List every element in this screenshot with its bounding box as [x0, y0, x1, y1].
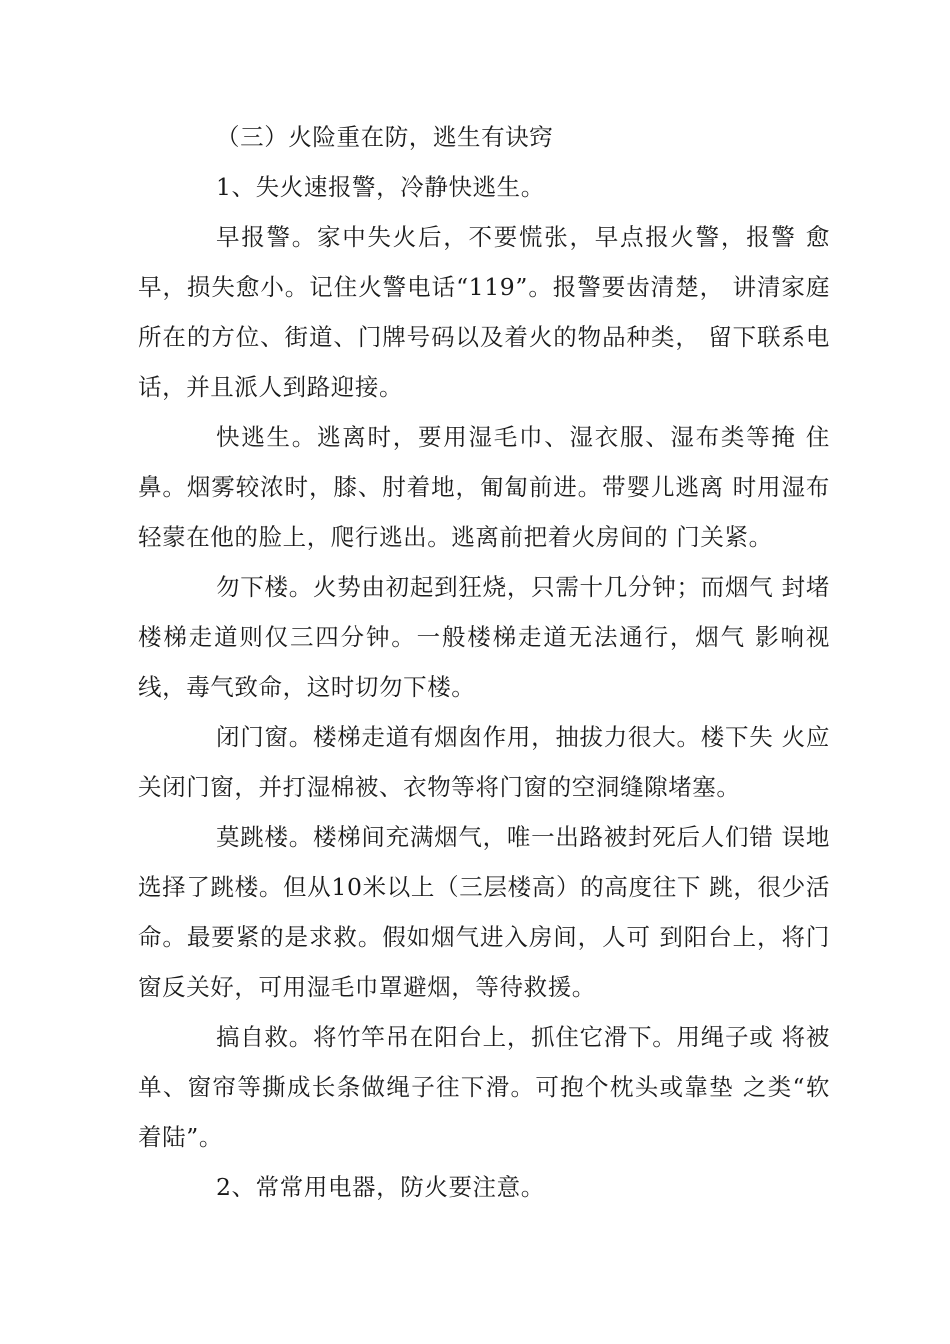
paragraph-quick-escape: 快逃生。逃离时，要用湿毛巾、湿衣服、湿布类等掩 住鼻。烟雾较浓时，膝、肘着地，匍匐前进。带婴儿逃离 时用湿布轻蒙在他的脸上，爬行逃出。逃离前把着火房间的 门关紧。	[138, 423, 830, 551]
paragraph-dont-go-down: 勿下楼。火势由初起到狂烧，只需十几分钟；而烟气 封堵楼梯走道则仅三四分钟。一般楼梯走道无法通行，烟气 影响视线，毒气致命，这时切勿下楼。	[138, 573, 830, 701]
section-heading: （三）火险重在防，逃生有诀窍	[216, 123, 554, 151]
paragraph-early-alarm: 早报警。家中失火后，不要慌张，早点报火警，报警 愈早，损失愈小。记住火警电话“119”。报警要齿清楚， 讲清家庭所在的方位、街道、门牌号码以及着火的物品种类， 留下联系电话，并且派人到路迎接。	[138, 223, 830, 401]
paragraph-dont-jump: 莫跳楼。楼梯间充满烟气，唯一出路被封死后人们错 误地选择了跳楼。但从10米以上（三层楼高）的高度往下 跳，很少活命。最要紧的是求救。假如烟气进入房间，人可 到阳台上，将门窗反关好，可用湿毛巾罩避烟，等待救援。	[138, 823, 830, 1001]
paragraph-close-windows: 闭门窗。楼梯走道有烟囱作用，抽拔力很大。楼下失 火应关闭门窗，并打湿棉被、衣物等将门窗的空洞缝隙堵塞。	[138, 723, 830, 801]
document-body	[138, 112, 830, 1212]
paragraph-self-rescue: 搞自救。将竹竿吊在阳台上，抓住它滑下。用绳子或 将被单、窗帘等撕成长条做绳子往下滑。可抱个枕头或靠垫 之类“软着陆”。	[138, 1023, 830, 1151]
item-2-heading: 2、常常用电器，防火要注意。	[216, 1173, 545, 1201]
item-1-heading: 1、失火速报警，冷静快逃生。	[216, 173, 545, 201]
